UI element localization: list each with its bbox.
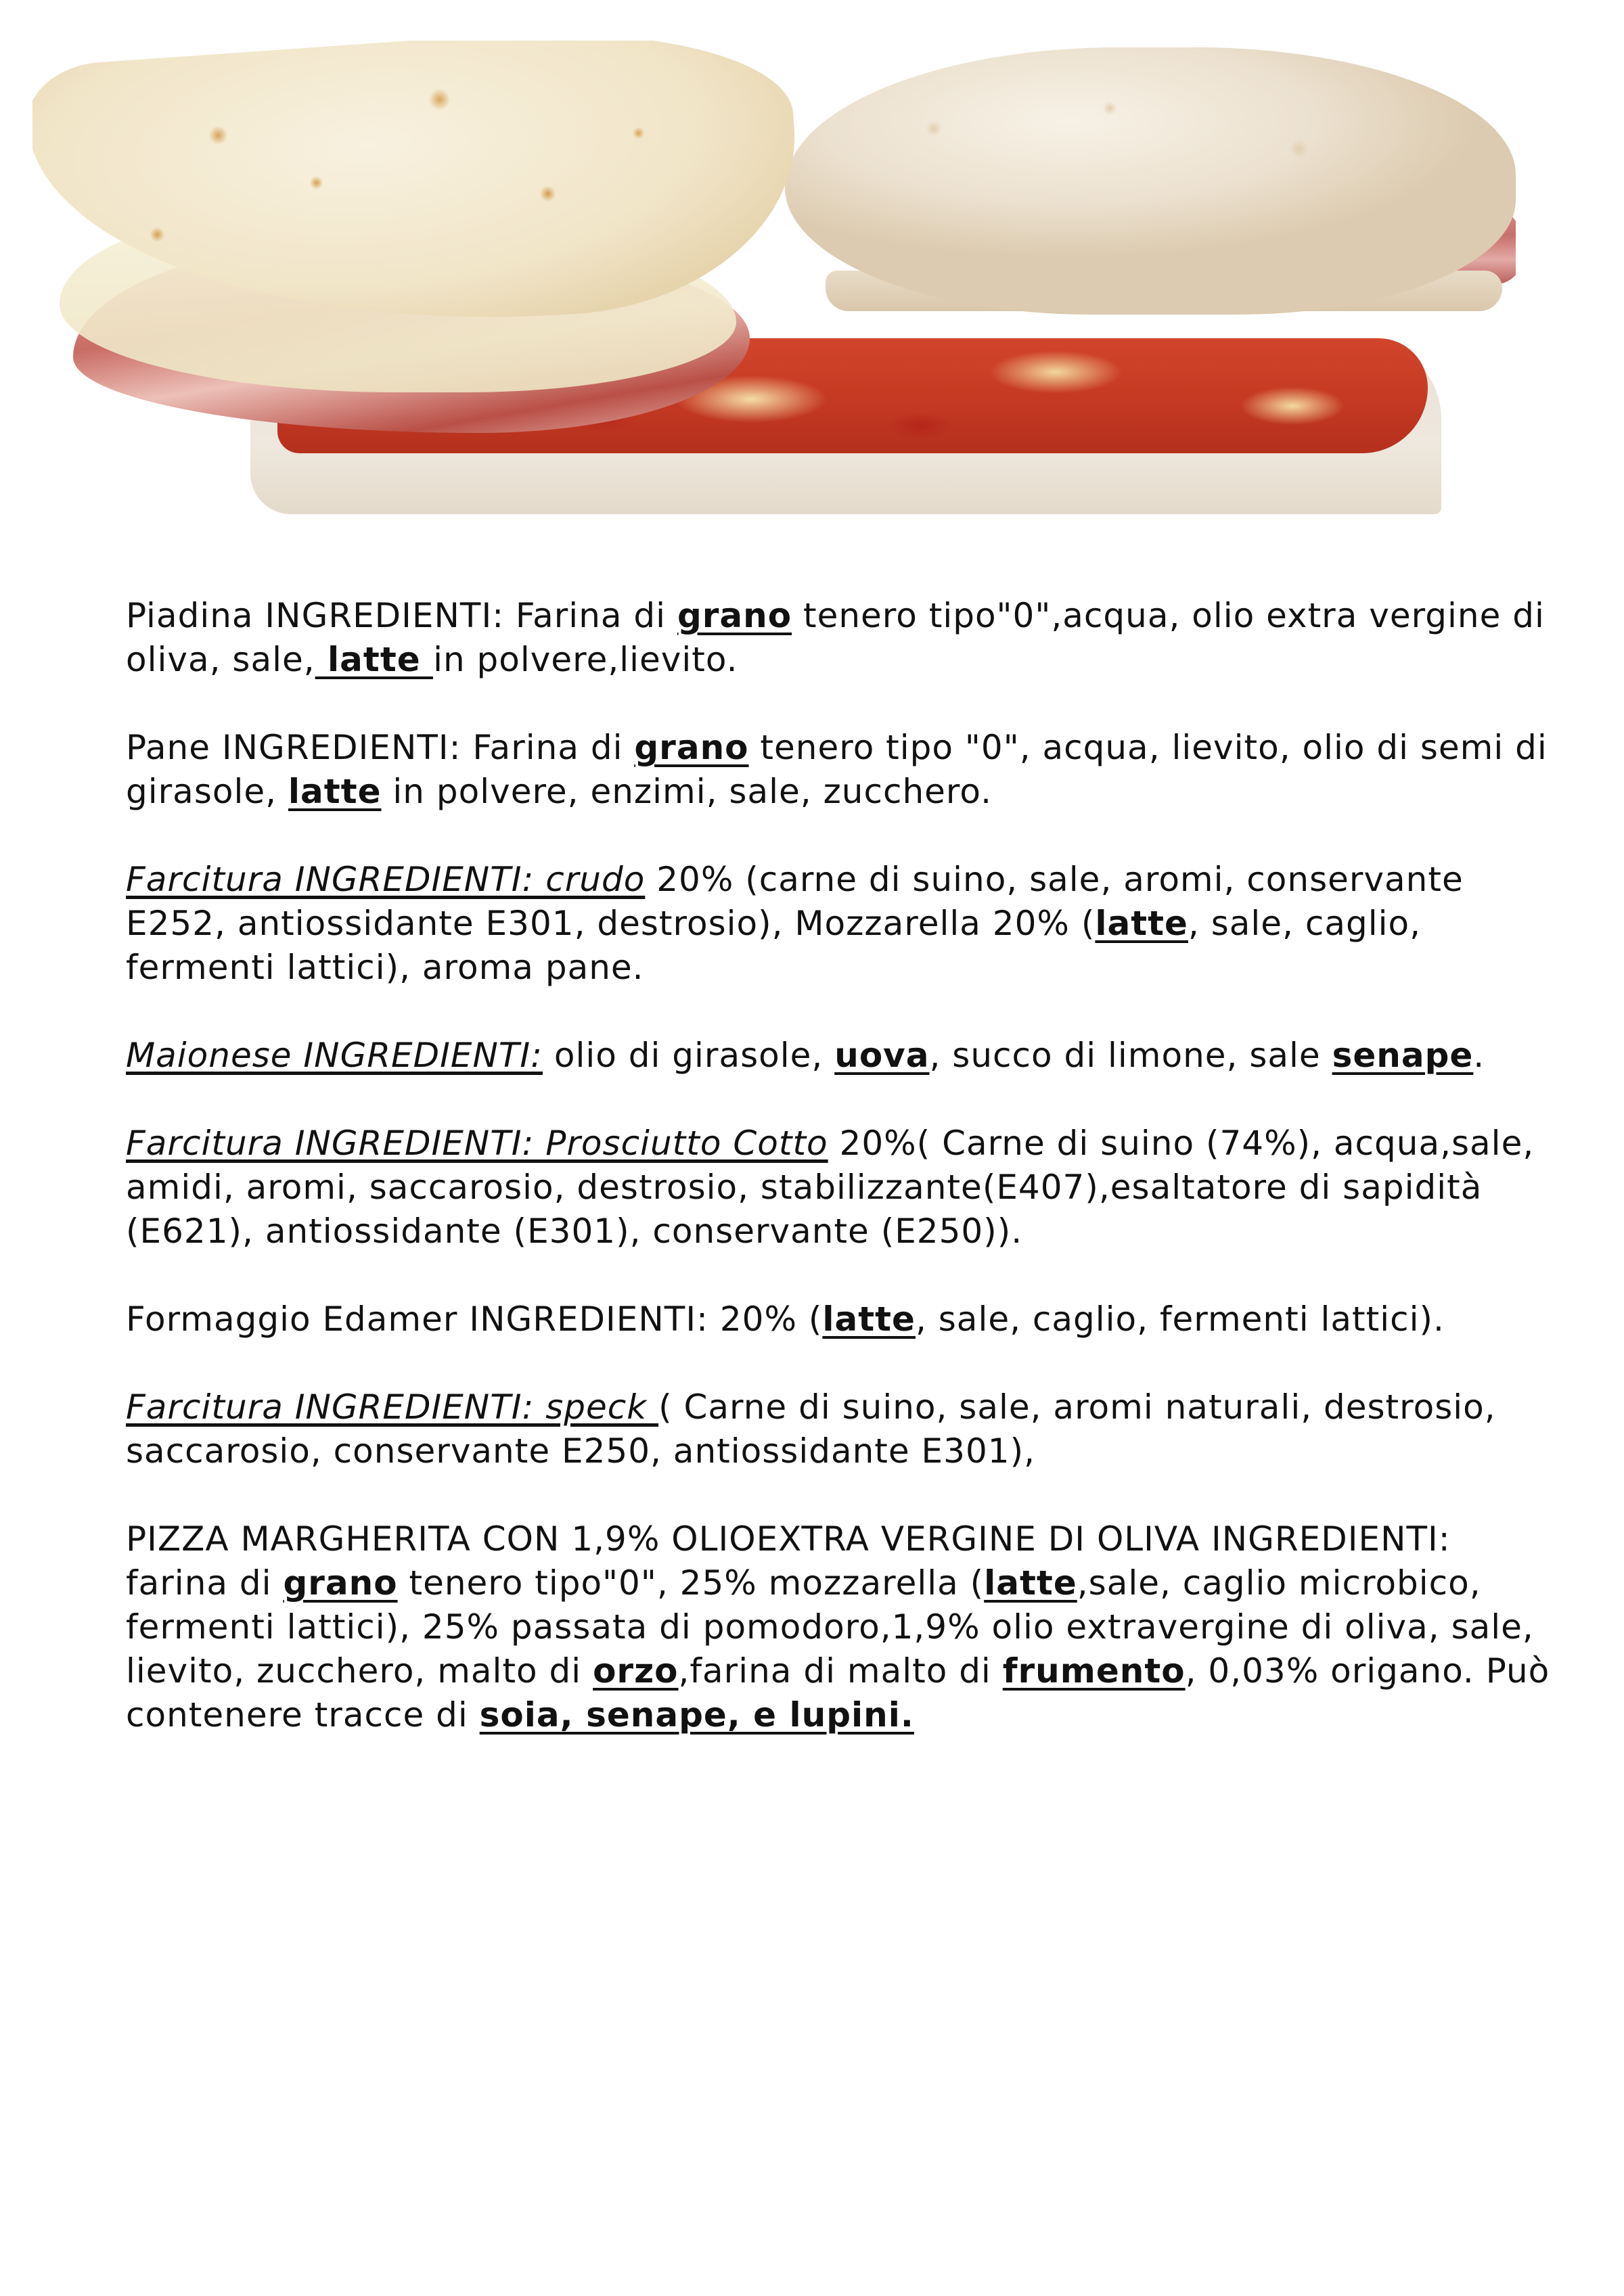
allergen-latte: latte — [288, 772, 382, 811]
allergen-latte: latte — [984, 1563, 1077, 1603]
farcitura-cotto-ingredients — [126, 1122, 1560, 1254]
pane-ingredients — [126, 726, 1560, 814]
maionese-ingredients — [126, 1034, 1560, 1078]
farcitura-crudo-ingredients — [126, 858, 1560, 990]
text: in polvere, enzimi, sale, zucchero. — [381, 772, 992, 811]
allergen-latte: latte — [1095, 904, 1188, 943]
text: olio di girasole, — [543, 1036, 835, 1075]
text: tenero tipo "0", acqua, lievito, olio di semi di girasole, — [126, 728, 1548, 811]
text: Pane INGREDIENTI: Farina di — [126, 728, 635, 767]
text: ,farina di malto di — [678, 1651, 1003, 1691]
text: , sale, caglio, fermenti lattici), aroma pane. — [126, 904, 1421, 987]
text: ,sale, caglio microbico, fermenti lattici), 25% passata di pomodoro,1,9% olio extravergine di oliva, sale, lievito, zucchero, malto di — [126, 1563, 1534, 1691]
allergen-orzo: orzo — [593, 1651, 679, 1691]
allergen-grano: grano — [283, 1563, 398, 1603]
bread-loaf-shape — [785, 47, 1516, 315]
allergen-grano: grano — [634, 728, 749, 767]
allergen-grano: grano — [677, 596, 792, 635]
section-heading: Farcitura INGREDIENTI: Prosciutto Cotto — [126, 1124, 828, 1163]
text: in polvere,lievito. — [433, 640, 738, 679]
text: , succo di limone, sale — [929, 1036, 1332, 1075]
allergen-latte: latte — [822, 1300, 916, 1339]
text: PIZZA MARGHERITA CON 1,9% OLIOEXTRA VERGINE DI OLIVA INGREDIENTI: farina di — [126, 1519, 1451, 1603]
text: tenero tipo"0", 25% mozzarella ( — [397, 1563, 985, 1603]
allergen-senape: senape — [1332, 1036, 1474, 1075]
food-photo-collage — [0, 0, 1624, 528]
section-heading: Maionese INGREDIENTI: — [126, 1036, 543, 1075]
text: Piadina INGREDIENTI: Farina di — [126, 596, 677, 635]
allergen-latte: latte — [315, 640, 434, 679]
allergen-frumento: frumento — [1002, 1651, 1186, 1691]
text: ( Carne di suino, sale, aromi naturali, destrosio, saccarosio, conservante E250, antiossidante E301), — [126, 1387, 1496, 1471]
allergen-uova: uova — [834, 1036, 930, 1075]
text: Formaggio Edamer INGREDIENTI: 20% ( — [126, 1300, 823, 1339]
text: . — [1473, 1036, 1485, 1075]
bread-sandwich-photo — [785, 47, 1516, 315]
pizza-ingredients — [126, 1517, 1560, 1737]
text: 20% (carne di suino, sale, aromi, conservante E252, antiossidante E301, destrosio), Mozzarella 20% ( — [126, 860, 1464, 943]
farcitura-speck-ingredients — [126, 1385, 1560, 1473]
text: 20%( Carne di suino (74%), acqua,sale, amidi, aromi, saccarosio, destrosio, stabilizzante(E407),esaltatore di sapidità (E621), antiossidante (E301), conservante (E250)). — [126, 1124, 1535, 1251]
text: , 0,03% origano. Può contenere tracce di — [126, 1651, 1550, 1735]
section-heading: Farcitura INGREDIENTI: speck — [126, 1387, 659, 1427]
piadina-photo — [32, 41, 804, 460]
ingredients-list — [126, 594, 1560, 1781]
text: , sale, caglio, fermenti lattici). — [915, 1300, 1445, 1339]
text: tenero tipo"0",acqua, olio extra vergine di oliva, sale, — [126, 596, 1545, 679]
piadina-ingredients — [126, 594, 1560, 682]
section-heading: Farcitura INGREDIENTI: crudo — [126, 860, 646, 899]
allergen-traces: soia, senape, e lupini. — [479, 1695, 914, 1735]
formaggio-ingredients — [126, 1298, 1560, 1341]
